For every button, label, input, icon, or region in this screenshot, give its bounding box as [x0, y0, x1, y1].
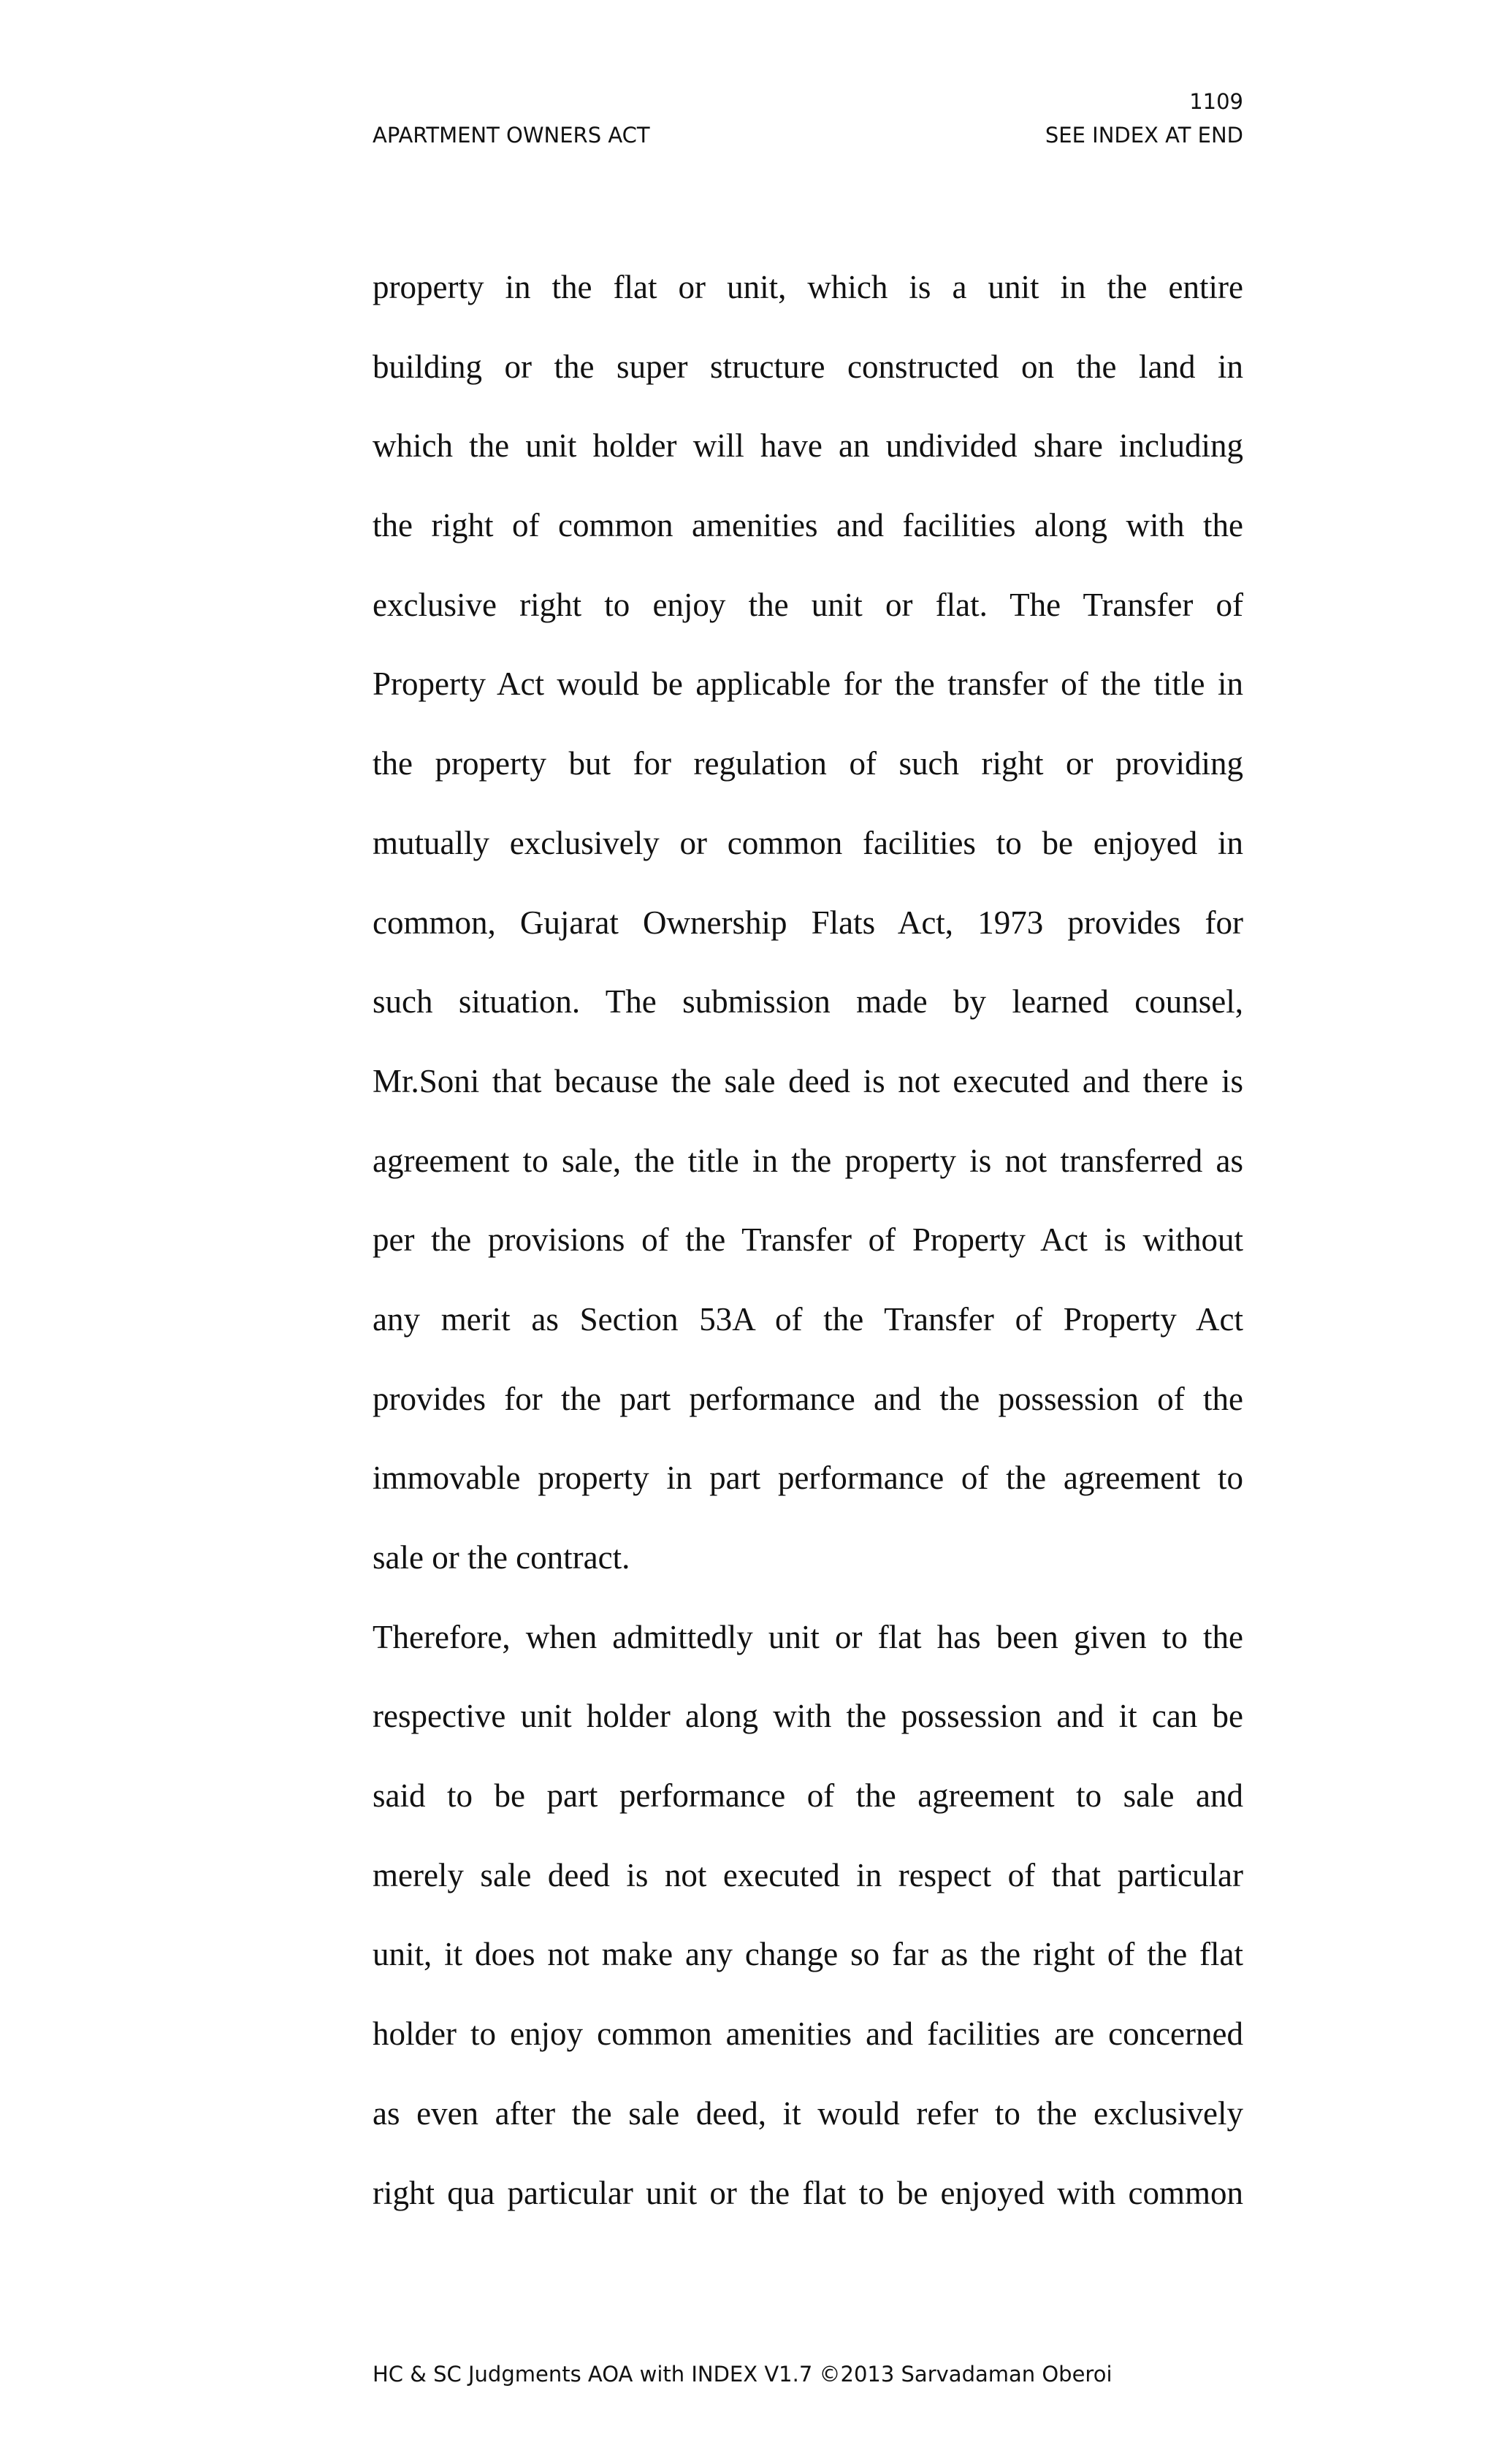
body-line: the property but for regulation of such right or providing	[373, 745, 1243, 782]
body-line: holder to enjoy common amenities and facilities are concerned	[373, 2015, 1243, 2053]
body-line: as even after the sale deed, it would refer to the exclusively	[373, 2094, 1243, 2132]
body-line: respective unit holder along with the possession and it can be	[373, 1698, 1243, 1735]
body-line: said to be part performance of the agreement to sale and	[373, 1777, 1243, 1815]
body-line: common, Gujarat Ownership Flats Act, 1973 provides for	[373, 904, 1243, 941]
body-line: unit, it does not make any change so far as the right of the flat	[373, 1936, 1243, 1973]
paragraph-end-line: sale or the contract.	[373, 1539, 630, 1576]
body-line: such situation. The submission made by learned counsel,	[373, 983, 1243, 1021]
body-line: building or the super structure constructed on the land in	[373, 348, 1243, 385]
body-line: per the provisions of the Transfer of Property Act is without	[373, 1221, 1243, 1259]
body-line: agreement to sale, the title in the property is not transferred as	[373, 1142, 1243, 1179]
body-line: immovable property in part performance of the agreement to	[373, 1460, 1243, 1497]
body-line: provides for the part performance and the possession of the	[373, 1380, 1243, 1417]
body-line: any merit as Section 53A of the Transfer of Property Act	[373, 1300, 1243, 1338]
body-line: the right of common amenities and facilities along with the	[373, 507, 1243, 544]
page-footer: HC & SC Judgments AOA with INDEX V1.7 ©2013 Sarvadaman Oberoi	[373, 2362, 1113, 2387]
body-text	[373, 262, 1243, 2246]
body-line: which the unit holder will have an undivided share including	[373, 427, 1243, 465]
body-line: exclusive right to enjoy the unit or flat. The Transfer of	[373, 586, 1243, 623]
page-number: 1109	[1189, 89, 1243, 114]
running-header-index-note: SEE INDEX AT END	[1045, 123, 1243, 148]
body-line: property in the flat or unit, which is a unit in the entire	[373, 269, 1243, 305]
running-header-title: APARTMENT OWNERS ACT	[373, 123, 650, 148]
body-line: Therefore, when admittedly unit or flat has been given to the	[373, 1618, 1243, 1655]
body-line: merely sale deed is not executed in respect of that particular	[373, 1856, 1243, 1893]
body-line: right qua particular unit or the flat to be enjoyed with common	[373, 2174, 1243, 2211]
body-line: Mr.Soni that because the sale deed is not executed and there is	[373, 1062, 1243, 1099]
body-line: Property Act would be applicable for the transfer of the title in	[373, 665, 1243, 703]
body-line: mutually exclusively or common facilities to be enjoyed in	[373, 824, 1243, 861]
